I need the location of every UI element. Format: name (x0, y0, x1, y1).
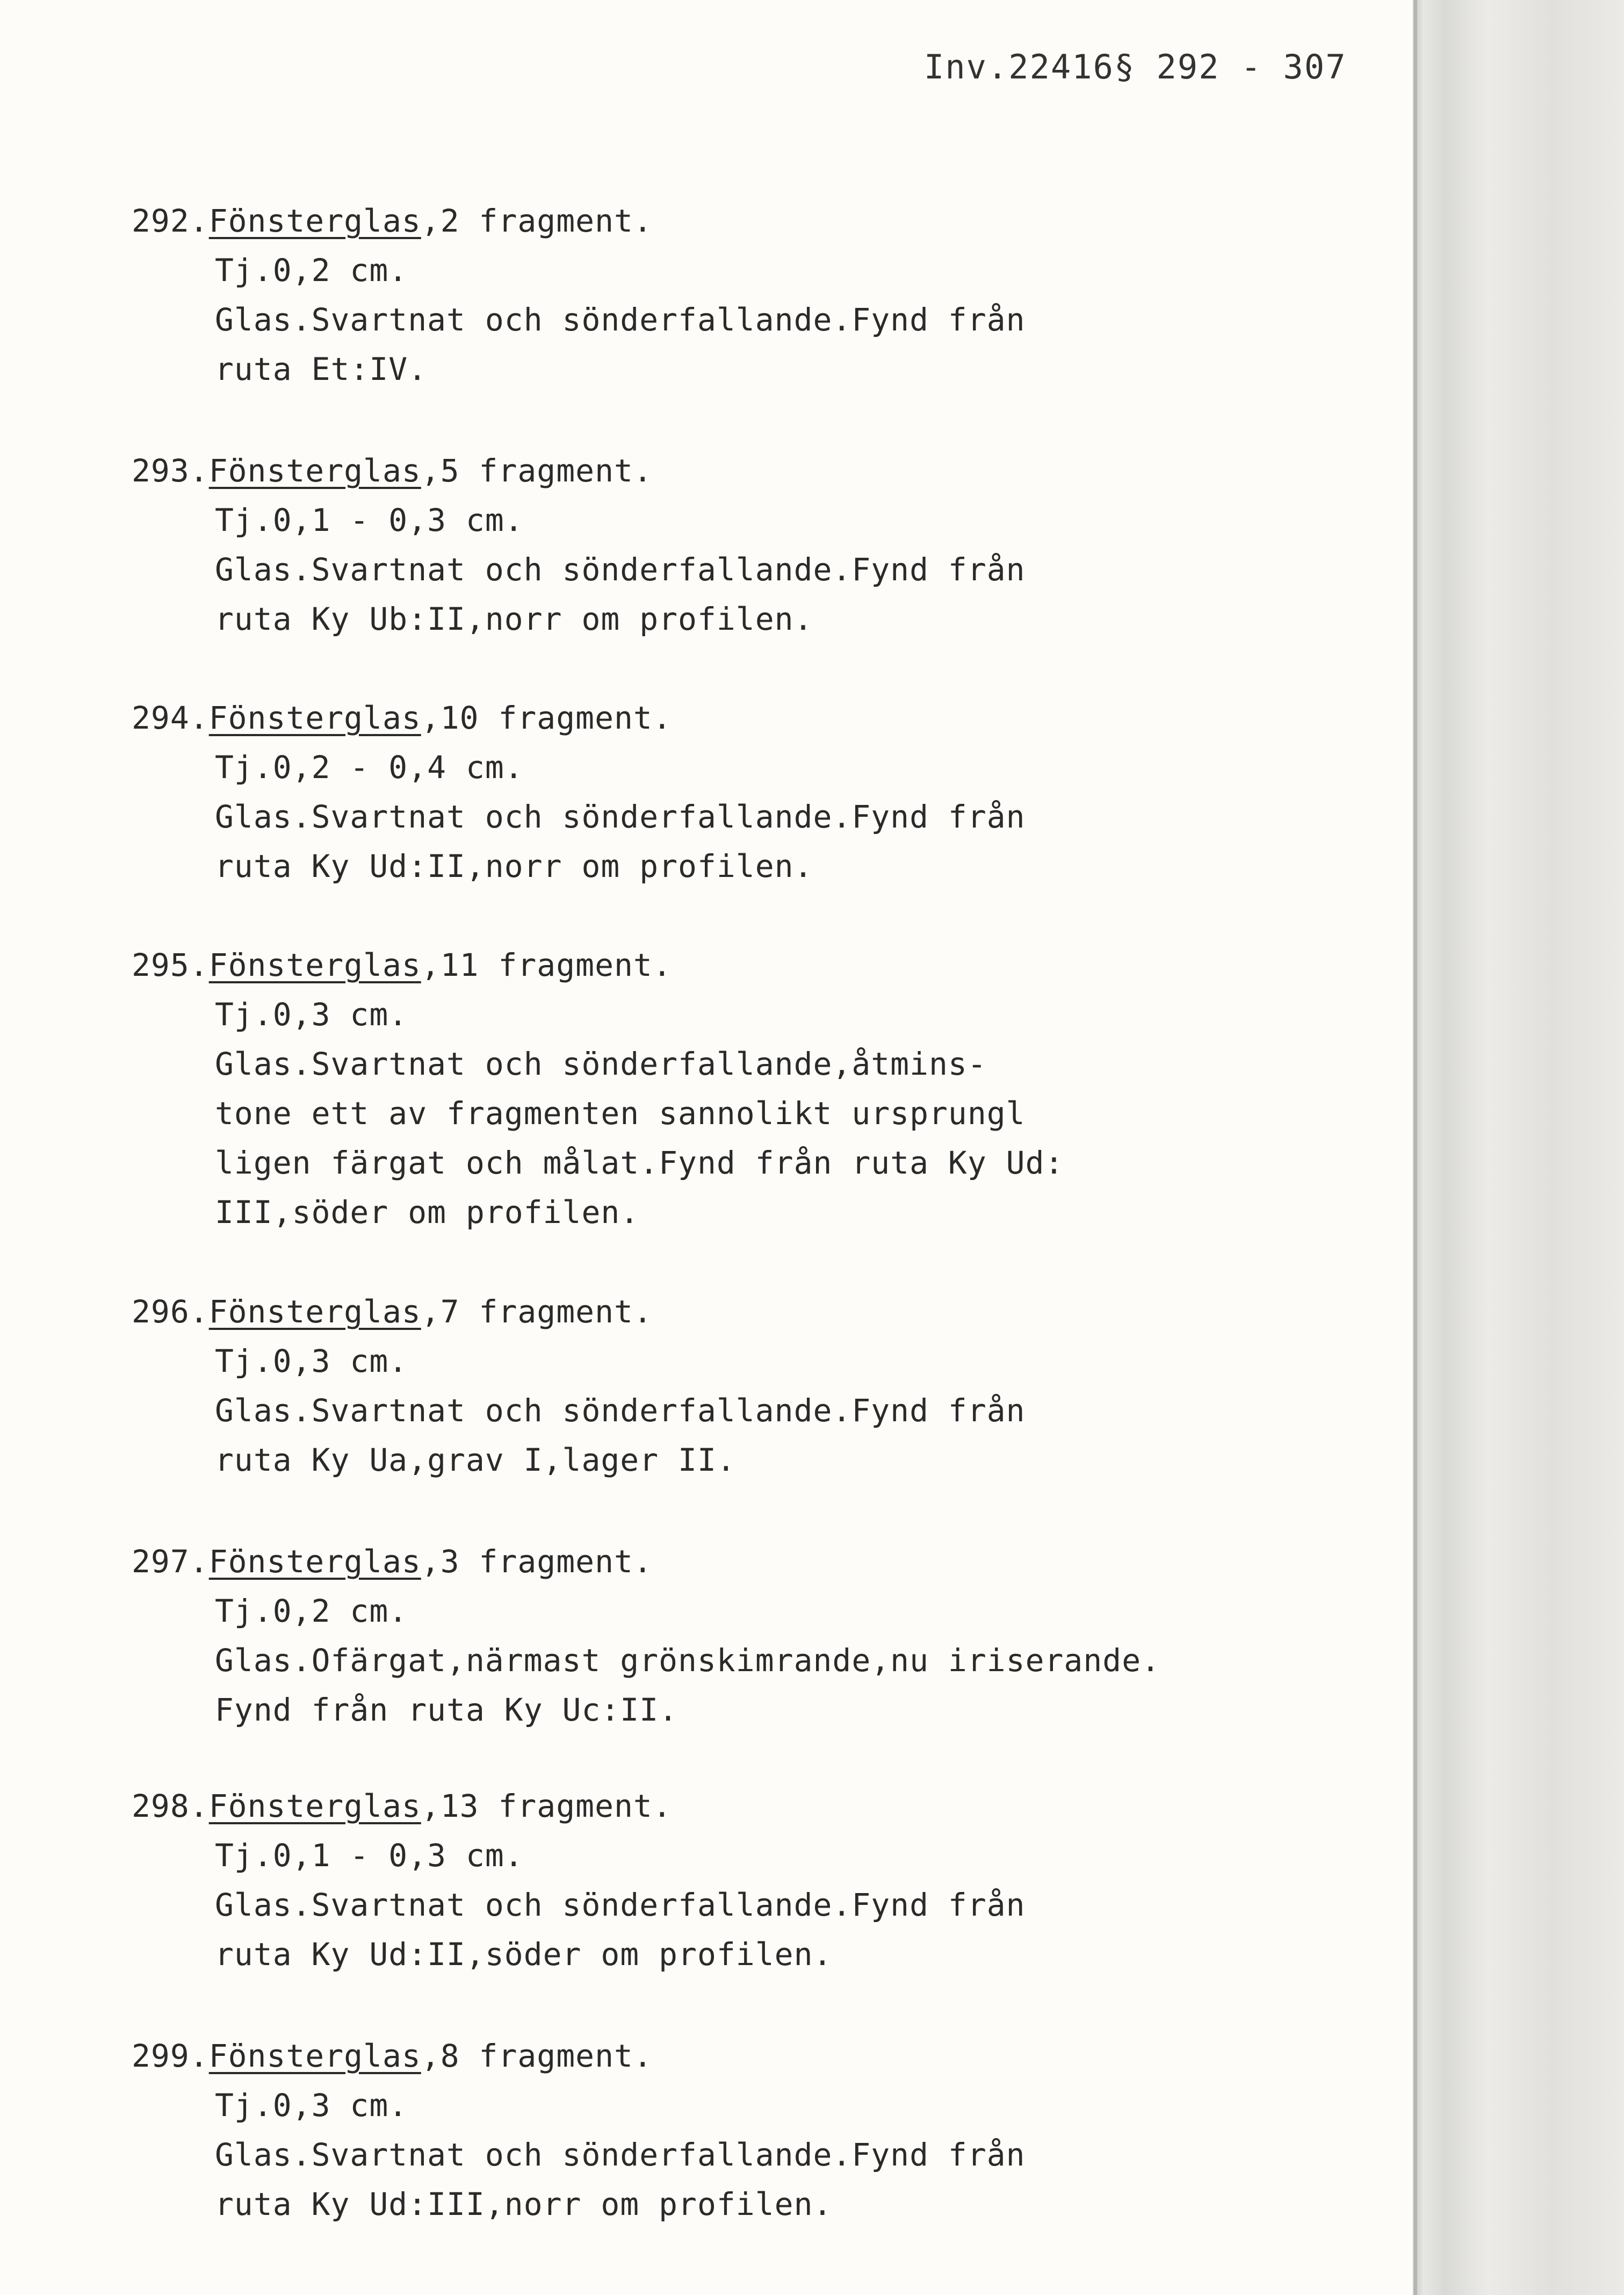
entry-number: 298. (132, 1788, 209, 1824)
entry-count: ,8 fragment. (421, 2038, 653, 2074)
entry-number: 292. (132, 203, 209, 239)
catalog-entry-294 (132, 693, 1367, 891)
entry-line: ruta Ky Ud:II,söder om profilen. (215, 1936, 833, 1973)
entry-line: Glas.Svartnat och sönderfallande.Fynd från (215, 2136, 1026, 2173)
entry-count: ,3 fragment. (421, 1543, 653, 1580)
entry-count: ,13 fragment. (421, 1788, 672, 1824)
entry-number: 293. (132, 452, 209, 489)
entry-line: Tj.0,1 - 0,3 cm. (215, 502, 524, 538)
entry-number: 299. (132, 2038, 209, 2074)
entry-title: Fönsterglas (208, 1788, 421, 1824)
entry-number: 296. (132, 1293, 209, 1330)
paper-fold-line (1414, 0, 1417, 2295)
catalog-entry-297 (132, 1537, 1367, 1735)
entry-line: ligen färgat och målat.Fynd från ruta Ky Ud: (215, 1145, 1064, 1181)
catalog-entry-295 (132, 940, 1367, 1237)
entry-line: Glas.Svartnat och sönderfallande.Fynd från (215, 301, 1026, 338)
entry-count: ,2 fragment. (421, 203, 653, 239)
entry-heading (132, 196, 1367, 246)
entry-line: ruta Ky Ud:II,norr om profilen. (215, 848, 813, 884)
entry-count: ,10 fragment. (421, 700, 672, 736)
entry-line: Tj.0,3 cm. (215, 2087, 408, 2124)
entry-line: ruta Ky Ua,grav I,lager II. (215, 1442, 736, 1478)
entry-line: Glas.Svartnat och sönderfallande,åtmins- (215, 1046, 987, 1082)
entry-title: Fönsterglas (208, 947, 421, 983)
entry-heading (132, 940, 1367, 990)
entry-line: Tj.0,2 cm. (215, 1593, 408, 1629)
entry-line: Fynd från ruta Ky Uc:II. (215, 1692, 679, 1728)
entry-number: 295. (132, 947, 209, 983)
entry-line: Tj.0,3 cm. (215, 1343, 408, 1379)
entry-heading (132, 2031, 1367, 2081)
entry-title: Fönsterglas (208, 700, 421, 736)
entry-title: Fönsterglas (208, 452, 421, 489)
catalog-entry-293 (132, 446, 1367, 644)
entry-number: 294. (132, 700, 209, 736)
entry-line: Tj.0,2 cm. (215, 252, 408, 289)
entry-count: ,7 fragment. (421, 1293, 653, 1330)
entry-line: ruta Et:IV. (215, 351, 428, 387)
entry-heading (132, 1537, 1367, 1586)
entry-line: Tj.0,3 cm. (215, 996, 408, 1033)
entry-heading (132, 693, 1367, 743)
entry-count: ,5 fragment. (421, 452, 653, 489)
entry-heading (132, 1287, 1367, 1336)
entry-title: Fönsterglas (208, 203, 421, 239)
entry-count: ,11 fragment. (421, 947, 672, 983)
entry-heading (132, 1781, 1367, 1831)
entry-line: Tj.0,2 - 0,4 cm. (215, 749, 524, 786)
entry-line: Glas.Svartnat och sönderfallande.Fynd från (215, 798, 1026, 835)
entry-line: Glas.Svartnat och sönderfallande.Fynd från (215, 1392, 1026, 1429)
paper-edge-shadow (1413, 0, 1624, 2295)
entry-line: Glas.Ofärgat,närmast grönskimrande,nu iriserande. (215, 1642, 1161, 1679)
entry-line: ruta Ky Ud:III,norr om profilen. (215, 2186, 833, 2222)
entry-title: Fönsterglas (208, 1543, 421, 1580)
entry-title: Fönsterglas (208, 2038, 421, 2074)
entry-number: 297. (132, 1543, 209, 1580)
entry-line: ruta Ky Ub:II,norr om profilen. (215, 601, 813, 637)
entry-title: Fönsterglas (208, 1293, 421, 1330)
entry-line: Glas.Svartnat och sönderfallande.Fynd från (215, 551, 1026, 588)
entry-heading (132, 446, 1367, 495)
entry-line: III,söder om profilen. (215, 1194, 640, 1231)
entry-line: tone ett av fragmenten sannolikt ursprungl (215, 1095, 1026, 1132)
catalog-entry-298 (132, 1781, 1367, 1979)
entry-line: Tj.0,1 - 0,3 cm. (215, 1837, 524, 1874)
entry-line: Glas.Svartnat och sönderfallande.Fynd från (215, 1887, 1026, 1923)
inventory-header: Inv.22416§ 292 - 307 (924, 47, 1347, 87)
catalog-entry-296 (132, 1287, 1367, 1485)
catalog-entry-299 (132, 2031, 1367, 2229)
catalog-entry-292 (132, 196, 1367, 394)
